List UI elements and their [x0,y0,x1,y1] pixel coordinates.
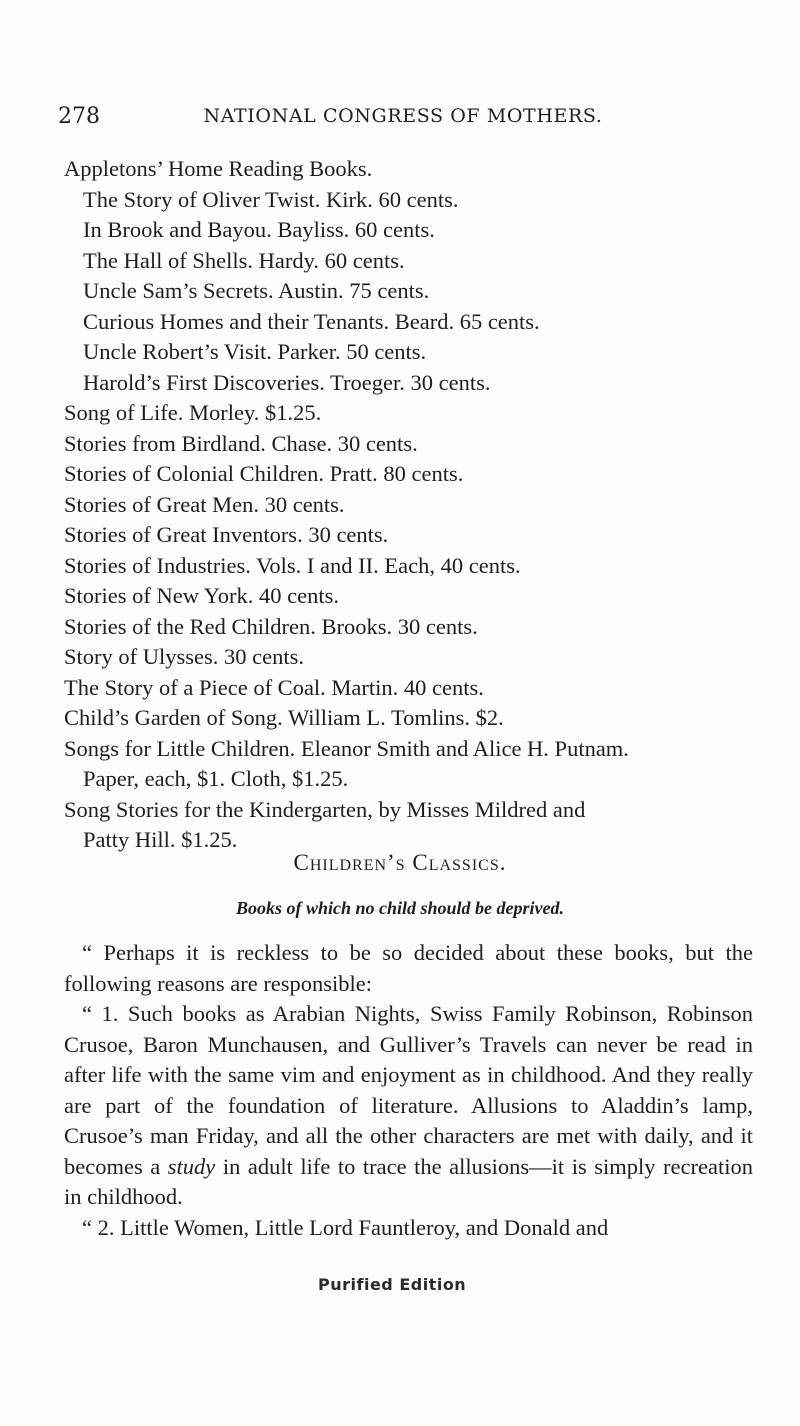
section-title-text: Children’s Classics. [293,850,507,875]
list-item: Stories of the Red Children. Brooks. 30 cents. [64,613,478,639]
list-item: Stories of Colonial Children. Pratt. 80 cents. [64,461,464,486]
list-item-continuation: Paper, each, $1. Cloth, $1.25. [83,766,349,791]
list-item: Uncle Robert’s Visit. Parker. 50 cents. [83,339,427,364]
list-item-continuation: Patty Hill. $1.25. [83,827,238,852]
list-item: Stories of Industries. Vols. I and II. Each, 40 cents. [64,552,521,578]
section-subtitle: Books of which no child should be deprived. [235,898,565,918]
paragraph-text: “ 1. Such books as Arabian Nights, Swiss Family Robinson, Robinson Crusoe, Baron Munchausen, and Gulliver’s Travels can never be read in after life with the same vim and enjoyment as in childhood. And they really are part of the foundation of literature. Allusions to Aladdin’s lamp, Crusoe’s man Friday, and all the other characters are met with daily, and it becomes a [64,1001,753,1179]
list-heading: Appletons’ Home Reading Books. [64,156,373,181]
list-item: The Story of Oliver Twist. Kirk. 60 cents. [83,186,459,212]
list-item: Curious Homes and their Tenants. Beard. 65 cents. [83,308,540,334]
list-item: Stories from Birdland. Chase. 30 cents. [64,430,418,456]
list-item: Stories of Great Inventors. 30 cents. [64,522,389,547]
purified-edition-stamp: Purified Edition [318,1275,467,1294]
paragraph-text: in adult life to trace the allusions—it is simply recreation in childhood. [64,1153,753,1209]
paragraph-point-2: “ 2. Little Women, Little Lord Fauntleroy, and Donald and [82,1214,609,1240]
paragraph-intro: “ Perhaps it is reckless to be so decided about these books, but the following reasons are responsible: [64,940,753,996]
list-item: Child’s Garden of Song. William L. Tomlins. $2. [64,705,504,730]
section-title [0,850,800,876]
list-item: Uncle Sam’s Secrets. Austin. 75 cents. [83,278,430,303]
emphasis-study: study [167,1153,216,1179]
page-number: 278 [58,104,100,129]
list-item: Songs for Little Children. Eleanor Smith and Alice H. Putnam. [64,735,629,761]
list-item: Harold’s First Discoveries. Troeger. 30 cents. [83,369,491,395]
list-item: In Brook and Bayou. Bayliss. 60 cents. [83,217,435,242]
book-list [64,154,754,856]
list-item: The Hall of Shells. Hardy. 60 cents. [83,247,405,273]
list-item: Story of Ulysses. 30 cents. [64,644,304,669]
list-item: Stories of New York. 40 cents. [64,583,339,608]
paragraph-point-1 [64,999,753,1213]
list-item: Song of Life. Morley. $1.25. [64,400,322,425]
prose-body [64,938,753,1243]
list-item: The Story of a Piece of Coal. Martin. 40 cents. [64,674,484,700]
page-header [58,104,748,136]
list-item: Stories of Great Men. 30 cents. [64,491,345,517]
running-title: NATIONAL CONGRESS OF MOTHERS. [203,105,603,127]
list-item: Song Stories for the Kindergarten, by Misses Mildred and [64,796,586,822]
